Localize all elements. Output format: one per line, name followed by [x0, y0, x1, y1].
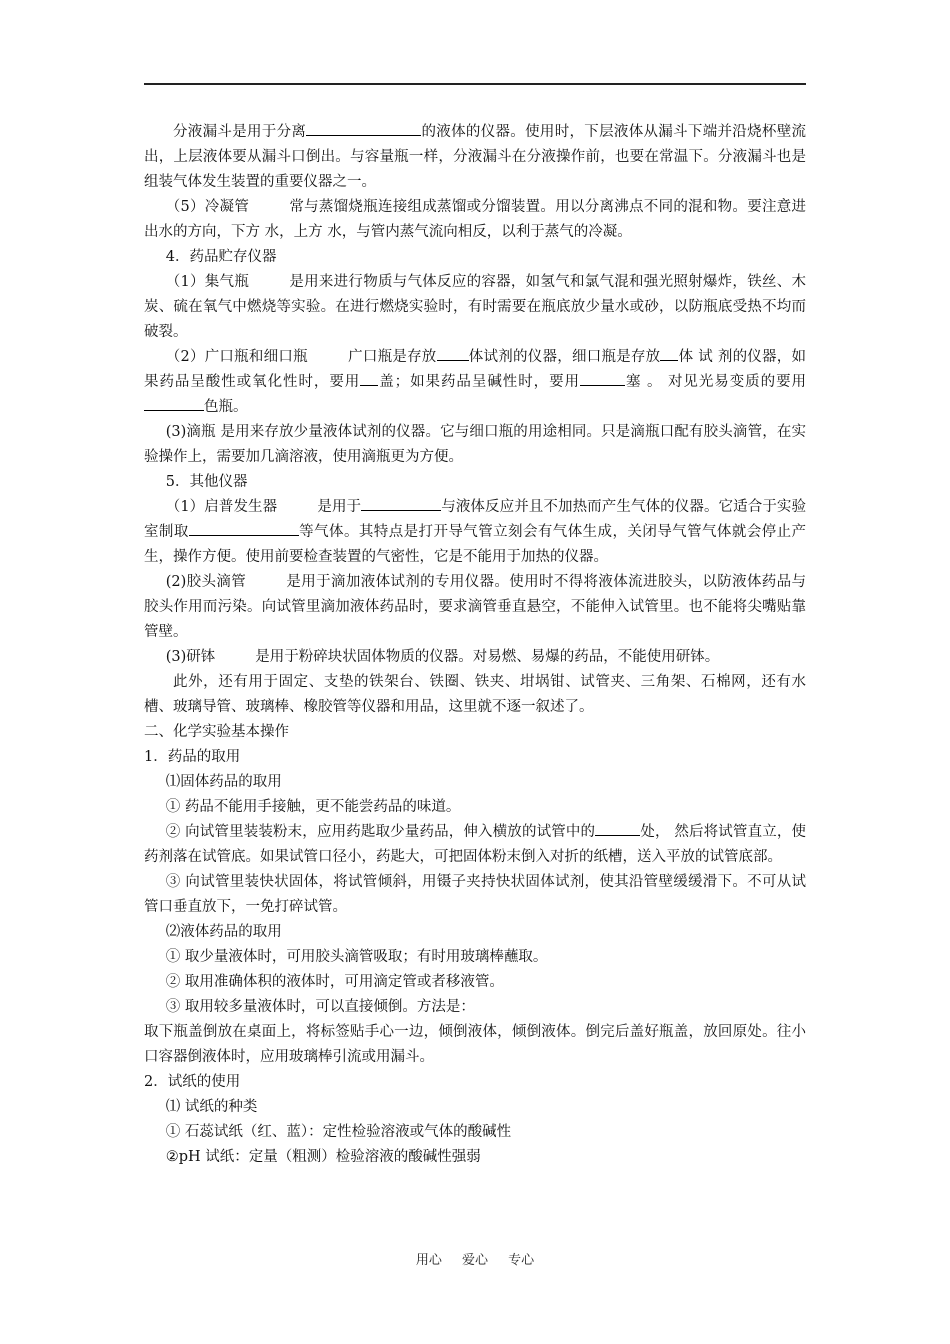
paragraph: [144, 670, 806, 720]
text-run: ② 向试管里装装粉末，应用药匙取少量药品，伸入横放的试管中的: [165, 824, 596, 840]
subsection-heading: [144, 770, 806, 795]
paragraph: [144, 345, 806, 420]
text-run: ⑵液体药品的取用: [165, 924, 282, 940]
footer-text: 爱心: [461, 1253, 488, 1268]
text-run: （5）冷凝管: [165, 199, 250, 215]
list-item: [144, 820, 806, 870]
fill-in-blank: [595, 820, 640, 836]
text-run: 取下瓶盖倒放在桌面上，将标签贴手心一边，倾倒液体，倾倒液体。倒完后盖好瓶盖，放回原处。往小口容器倒液体时，应用玻璃棒引流或用漏斗。: [144, 1024, 806, 1065]
section-heading: [144, 245, 806, 270]
list-item: [144, 1145, 806, 1170]
text-run: 2．试纸的使用: [144, 1074, 241, 1090]
section-heading: [144, 1070, 806, 1095]
paragraph: [144, 270, 806, 345]
text-run: 5．其他仪器: [165, 474, 248, 490]
text-run: ① 取少量液体时，可用胶头滴管吸取；有时用玻璃棒蘸取。: [165, 949, 548, 965]
text-run: 常与蒸馏烧瓶连接组成蒸馏或分馏装置。用以分离沸点不同的混和物。要注意进出水的方向，下方 水，上方 水，与管内蒸气流向相反，以利于蒸气的冷凝。: [144, 199, 806, 240]
text-run: 是用于粉碎块状固体物质的仪器。对易燃、易爆的药品，不能使用研钵。: [255, 649, 720, 665]
section-heading: [144, 720, 806, 745]
fill-in-blank: [144, 395, 204, 411]
page-footer: [0, 1249, 950, 1268]
fill-in-blank: [189, 520, 299, 536]
text-run: ① 石蕊试纸（红、蓝）：定性检验溶液或气体的酸碱性: [165, 1124, 512, 1140]
text-run: 是用来进行物质与气体反应的容器，如氢气和氯气混和强光照射爆炸，铁丝、木炭、硫在氧气中燃烧等实验。在进行燃烧实验时，有时需要在瓶底放少量水或砂，以防瓶底受热不均而破裂。: [144, 274, 806, 340]
text-run: (3)研钵: [165, 649, 216, 665]
text-run: 的液体的仪器。使用时，下层液体从漏斗下端并沿烧杯壁流出，上层液体要从漏斗口倒出。与容量瓶一样，分液漏斗在分液操作前，也要在常温下。分液漏斗也是组装气体发生装置的重要仪器之一。: [144, 124, 807, 190]
text-run: ⑴固体药品的取用: [165, 774, 282, 790]
list-item: [144, 970, 806, 995]
list-item: [144, 795, 806, 820]
text-run: (3)滴瓶 是用来存放少量液体试剂的仪器。它与细口瓶的用途相同。只是滴瓶口配有胶头滴管，在实验操作上，需要加几滴溶液，使用滴瓶更为方便。: [144, 424, 806, 465]
text-run: （1）启普发生器: [165, 499, 278, 515]
fill-in-blank: [360, 370, 378, 386]
fill-in-blank: [306, 120, 421, 136]
paragraph: [144, 420, 806, 470]
text-run: 是用于: [317, 499, 362, 515]
section-heading: [144, 745, 806, 770]
text-run: 此外，还有用于固定、支垫的铁架台、铁圈、铁夹、坩埚钳、试管夹、三角架、石棉网，还有水槽、玻璃导管、玻璃棒、橡胶管等仪器和用品，这里就不逐一叙述了。: [144, 674, 806, 715]
text-run: （1）集气瓶: [165, 274, 250, 290]
text-run: （2）广口瓶和细口瓶: [165, 349, 308, 365]
fill-in-blank: [580, 370, 625, 386]
text-run: 处， 然后将试管直立，使药剂落在试管底。如果试管口径小，药匙大，可把固体粉末倒入对折的纸槽，送入平放的试管底部。: [144, 824, 807, 865]
text-run: 分液漏斗是用于分离: [173, 124, 307, 140]
list-item: [144, 995, 806, 1020]
text-run: 二、化学实验基本操作: [144, 724, 289, 740]
text-run: ② 取用准确体积的液体时，可用滴定管或者移液管。: [165, 974, 504, 990]
text-run: 广口瓶是存放: [347, 349, 437, 365]
paragraph: [144, 1020, 806, 1070]
list-item: [144, 1120, 806, 1145]
text-run: ③ 向试管里装快状固体，将试管倾斜，用镊子夹持快状固体试剂，使其沿管壁缓缓滑下。不可从试管口垂直放下，一免打碎试管。: [144, 874, 806, 915]
subsection-heading: [144, 920, 806, 945]
text-run: ⑴ 试纸的种类: [165, 1099, 258, 1115]
paragraph: [144, 120, 806, 195]
paragraph: [144, 495, 806, 570]
text-run: ① 药品不能用手接触，更不能尝药品的味道。: [165, 799, 461, 815]
list-item: [144, 945, 806, 970]
section-heading: [144, 470, 806, 495]
text-run: 盖；如果药品呈碱性时，要用: [378, 374, 580, 390]
fill-in-blank: [660, 345, 678, 361]
text-run: 1．药品的取用: [144, 749, 241, 765]
paragraph: [144, 195, 806, 245]
document-body: [144, 120, 806, 1170]
subsection-heading: [144, 1095, 806, 1120]
footer-text: 用心: [415, 1253, 442, 1268]
paragraph: [144, 570, 806, 645]
text-run: 4．药品贮存仪器: [165, 249, 277, 265]
text-run: 塞 。 对见光易变质的要用: [625, 374, 807, 390]
text-run: ③ 取用较多量液体时，可以直接倾倒。方法是：: [165, 999, 475, 1015]
text-run: (2)胶头滴管: [165, 574, 247, 590]
text-run: 等气体。其特点是打开导气管立刻会有气体生成，关闭导气管气体就会停止产生，操作方便。使用前要检查装置的气密性，它是不能用于加热的仪器。: [144, 524, 807, 565]
text-run: ②pH 试纸：定量（粗测）检验溶液的酸碱性强弱: [165, 1149, 481, 1165]
paragraph: [144, 645, 806, 670]
text-run: 与液体反应并且不加热而产生气体的仪器。它适合于实验室制取: [144, 499, 807, 540]
text-run: 体 试 剂的仪器，如果药品呈酸性或氧化性时，要用: [144, 349, 807, 390]
text-run: 是用于滴加液体试剂的专用仪器。使用时不得将液体流进胶头，以防液体药品与胶头作用而污染。向试管里滴加液体药品时，要求滴管垂直悬空，不能伸入试管里。也不能将尖嘴贴靠管壁。: [144, 574, 807, 640]
fill-in-blank: [437, 345, 469, 361]
header-rule: [144, 83, 806, 85]
list-item: [144, 870, 806, 920]
text-run: 体试剂的仪器，细口瓶是存放: [468, 349, 661, 365]
fill-in-blank: [361, 495, 441, 511]
footer-text: 专心: [508, 1253, 535, 1268]
text-run: 色瓶。: [204, 399, 248, 415]
